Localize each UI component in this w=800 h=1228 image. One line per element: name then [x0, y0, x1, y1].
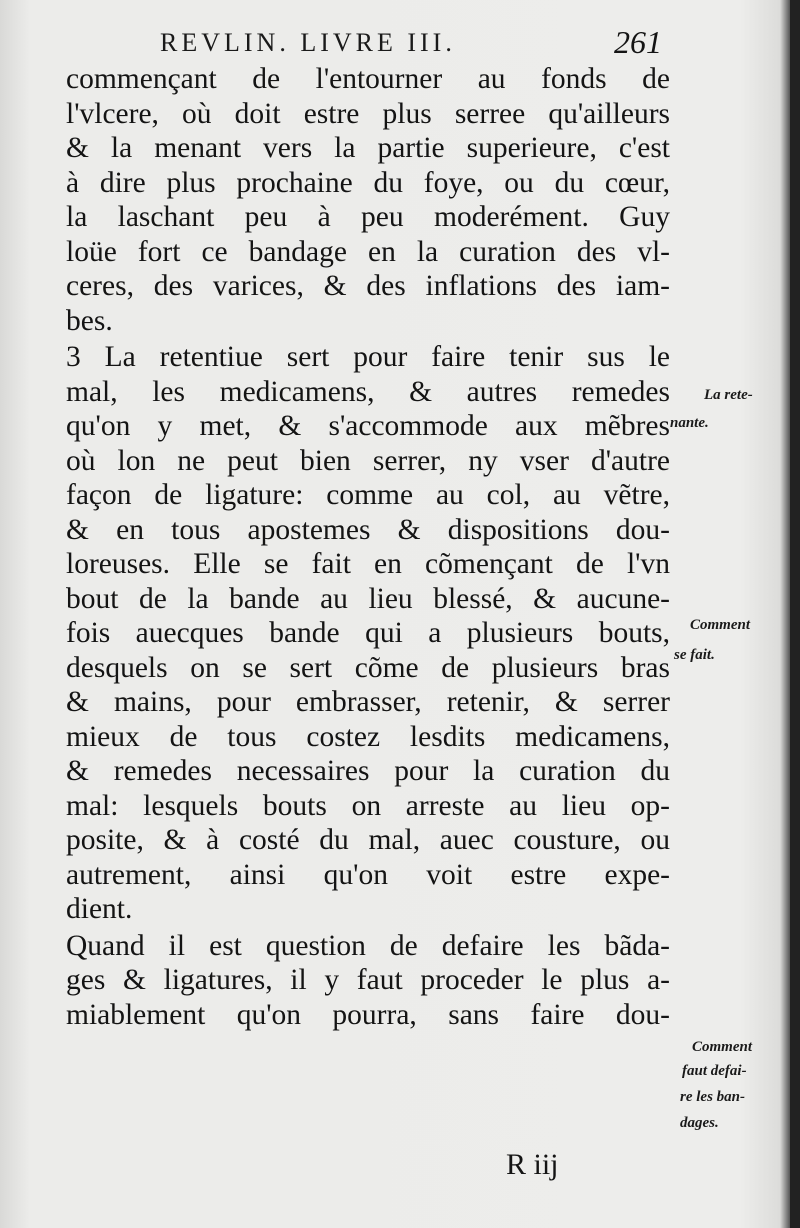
text-line: l'vlcere, où doit estre plus serree qu'ailleurs — [66, 97, 670, 130]
text-line: où lon ne peut bien serrer, ny vser d'autre — [66, 444, 670, 477]
text-line: Quand il est question de defaire les bãda- — [66, 929, 670, 962]
text-line: mieux de tous costez lesdits medicamens, — [66, 720, 670, 753]
body-text — [66, 62, 670, 1032]
running-head: REVLIN. LIVRE III. — [160, 28, 456, 57]
text-line: ges & ligatures, il y faut proceder le plus a- — [66, 964, 670, 996]
text-line: ceres, des varices, & des inflations des iam- — [66, 270, 670, 302]
page-header — [112, 24, 662, 64]
text-line: posite, & à costé du mal, auec cousture, ou — [66, 824, 670, 856]
margin-note-retenante: nante. — [670, 415, 709, 431]
text-line: dient. — [66, 893, 133, 925]
margin-note-comment-fait: se fait. — [674, 647, 715, 663]
text-line: fois auecques bande qui a plusieurs bouts, — [66, 617, 670, 649]
text-line: & mains, pour embrasser, retenir, & serrer — [66, 686, 670, 718]
text-line: façon de ligature: comme au col, au vẽtre, — [66, 479, 670, 511]
text-line: & en tous apostemes & dispositions dou- — [66, 513, 670, 546]
text-line: & remedes necessaires pour la curation du — [66, 755, 670, 787]
text-line: à dire plus prochaine du foye, ou du cœur, — [66, 166, 670, 199]
margin-note-defaire: Comment — [692, 1039, 753, 1055]
text-line: loreuses. Elle se fait en cõmençant de l'vn — [66, 548, 670, 580]
page-number: 261 — [614, 24, 662, 60]
text-line: desquels on se sert cõme de plusieurs bras — [66, 651, 670, 684]
margin-note-defaire: faut defai- — [682, 1063, 747, 1079]
text-line: & la menant vers la partie superieure, c'est — [66, 132, 670, 164]
margin-note-comment-fait: Comment — [690, 617, 751, 633]
text-line: qu'on y met, & s'accommode aux mẽbres — [66, 410, 670, 442]
text-line: autrement, ainsi qu'on voit estre expe- — [66, 858, 670, 891]
margin-note-defaire: re les ban- — [680, 1089, 745, 1105]
margin-note-retenante: La rete- — [704, 387, 753, 403]
text-line: loüe fort ce bandage en la curation des vl- — [66, 235, 670, 268]
text-line: bes. — [66, 304, 113, 337]
signature-mark: R iij — [506, 1148, 559, 1181]
text-line: commençant de l'entourner au fonds de — [66, 63, 670, 95]
text-line: bout de la bande au lieu blessé, & aucune- — [66, 582, 670, 615]
text-line: miablement qu'on pourra, sans faire dou- — [66, 998, 670, 1031]
text-line: mal, les medicamens, & autres remedes — [66, 375, 670, 408]
text-line: la laschant peu à peu moderément. Guy — [66, 201, 670, 233]
margin-note-defaire: dages. — [680, 1115, 719, 1131]
text-line: 3 La retentiue sert pour faire tenir sus le — [66, 341, 670, 373]
text-line: mal: lesquels bouts on arreste au lieu op- — [66, 789, 670, 822]
